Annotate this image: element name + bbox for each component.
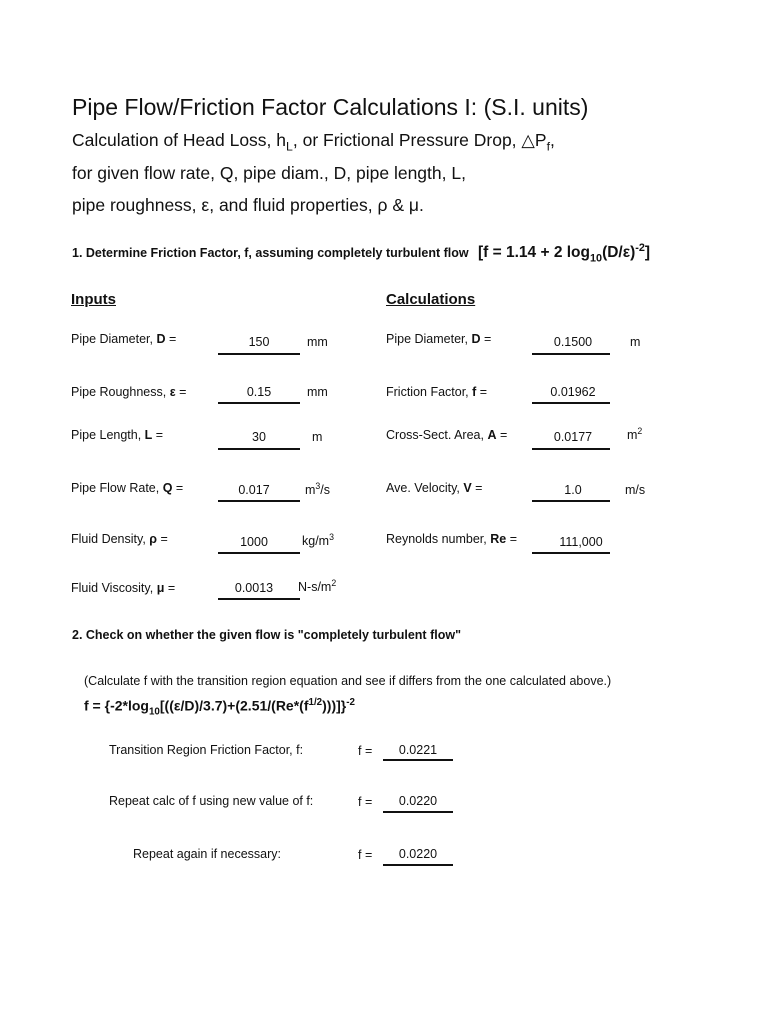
input-underline [218, 500, 300, 502]
input-unit-density: $kg/m^3$ [302, 532, 334, 549]
input-unit-roughness: mm [307, 385, 328, 399]
input-unit-flow-rate: $m^3/s$ [305, 481, 331, 498]
input-label-length: Pipe Length, L = [71, 428, 164, 442]
turbulent-friction-equation: [f = 1.14 + 2 $\log_{10}(D/\varepsilon)^{-2}$] [478, 242, 651, 265]
input-underline [218, 448, 300, 450]
iteration-underline [383, 864, 453, 866]
calc-value-area: 0.0177 [553, 430, 593, 444]
input-value-diameter[interactable]: 150 [248, 335, 270, 349]
iteration-label: Repeat again if necessary: [133, 847, 282, 861]
input-underline [218, 353, 300, 355]
iteration-f-label: f = [358, 848, 373, 862]
calc-label-friction-factor: Friction Factor, f = [386, 385, 488, 399]
calc-value-diameter: 0.1500 [553, 335, 593, 349]
calc-unit-velocity: m/s [625, 483, 646, 497]
calc-label-area: Cross-Sect. Area, A = [386, 428, 508, 442]
calc-label-reynolds: Reynolds number, Re = [386, 532, 517, 546]
input-unit-viscosity: $N-s/m^2$ [298, 578, 337, 595]
input-unit-diameter: mm [307, 335, 328, 349]
input-label-diameter: Pipe Diameter, D = [71, 332, 177, 346]
subtitle-line-2: for given flow rate, Q, pipe diam., D, pipe length, L, [72, 163, 466, 183]
page-title: Pipe Flow/Friction Factor Calculations I: (S.I. units) [72, 94, 589, 120]
section-2-heading: 2. Check on whether the given flow is "completely turbulent flow" [72, 628, 461, 642]
subtitle-line-3: pipe roughness, ε, and fluid properties, ρ & μ. [72, 195, 424, 215]
iteration-label: Transition Region Friction Factor, f: [109, 743, 304, 757]
calc-underline [532, 448, 610, 450]
calc-underline [532, 500, 610, 502]
iteration-f-label: f = [358, 795, 373, 809]
calc-unit-area: $m^2$ [627, 426, 643, 443]
iteration-f-label: f = [358, 744, 373, 758]
calc-label-velocity: Ave. Velocity, V = [386, 481, 483, 495]
iteration-underline [383, 811, 453, 813]
section-2-note: (Calculate f with the transition region equation and see if differs from the one calculated above.) [84, 674, 612, 688]
input-underline [218, 598, 300, 600]
input-underline [218, 552, 300, 554]
input-underline [218, 402, 300, 404]
calc-value-velocity: 1.0 [564, 483, 582, 497]
input-value-roughness[interactable]: 0.15 [246, 385, 272, 399]
iteration-label: Repeat calc of f using new value of f: [109, 794, 314, 808]
transition-friction-equation: $f = \{-2*\log_{10}[((\varepsilon/D)/3.7)+(2.51/(Re*(f^{1/2})))]\}^{-2}$ [84, 697, 355, 718]
iteration-value: 0.0221 [398, 743, 438, 757]
calc-underline [532, 552, 610, 554]
iteration-value: 0.0220 [398, 847, 438, 861]
calc-unit-diameter: m [630, 335, 641, 349]
input-label-roughness: Pipe Roughness, ε = [71, 385, 187, 399]
input-label-density: Fluid Density, ρ = [71, 532, 168, 546]
calc-value-friction-factor: 0.01962 [550, 385, 596, 399]
iteration-value: 0.0220 [398, 794, 438, 808]
calc-underline [532, 402, 610, 404]
iteration-underline [383, 759, 453, 761]
input-value-length[interactable]: 30 [252, 430, 266, 444]
input-label-viscosity: Fluid Viscosity, μ = [71, 581, 176, 595]
subtitle-line-1: Calculation of Head Loss, $h_L$, or Frictional Pressure Drop, $\triangle P_f$, [72, 130, 555, 154]
delta-icon: △ [521, 130, 535, 150]
calc-value-reynolds: 111,000 [559, 535, 603, 549]
input-value-viscosity[interactable]: 0.0013 [234, 581, 274, 595]
section-1-heading: 1. Determine Friction Factor, f, assuming completely turbulent flow [72, 246, 469, 260]
inputs-heading: Inputs [71, 291, 116, 308]
calculations-heading: Calculations [386, 291, 476, 308]
input-unit-length: m [312, 430, 323, 444]
input-value-density[interactable]: 1000 [240, 535, 268, 549]
calc-underline [532, 353, 610, 355]
calc-label-diameter: Pipe Diameter, D = [386, 332, 492, 346]
input-value-flow-rate[interactable]: 0.017 [238, 483, 270, 497]
input-label-flow-rate: Pipe Flow Rate, Q = [71, 481, 184, 495]
